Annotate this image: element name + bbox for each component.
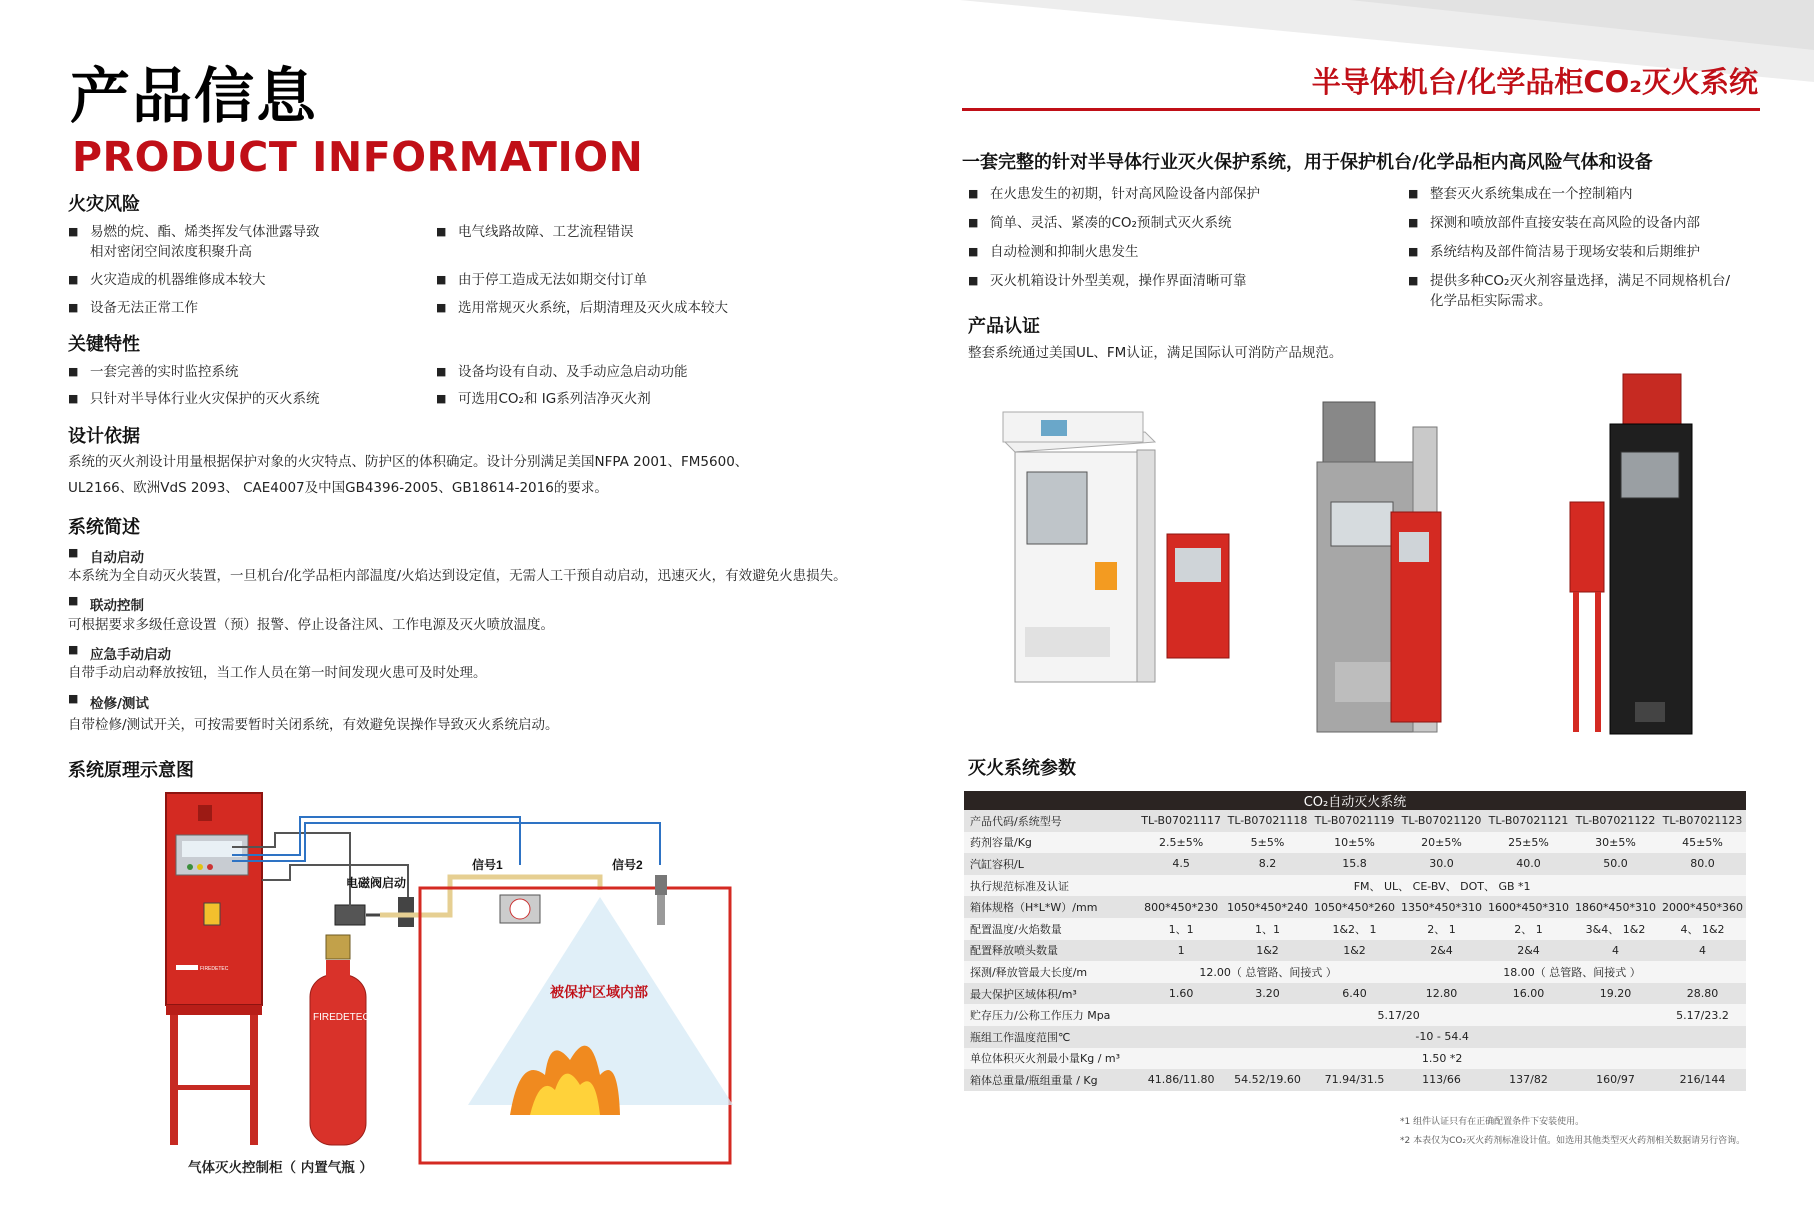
row-label: 箱体规格（H*L*W）/mm bbox=[964, 896, 1138, 918]
feature-item: ■ 探测和喷放部件直接安装在高风险的设备内部 bbox=[1408, 213, 1700, 233]
cell: 80.0 bbox=[1659, 853, 1746, 875]
key-feature-item: ■ 可选用CO₂和 IG系列洁净灭火剂 bbox=[436, 389, 651, 409]
feature-item: ■ 自动检测和抑制火患发生 bbox=[968, 242, 1139, 262]
system-title: 半导体机台/化学品柜CO₂灭火系统 bbox=[1311, 65, 1758, 99]
feature-item: ■ 系统结构及部件简洁易于现场安装和后期维护 bbox=[1408, 242, 1700, 262]
system-diagram bbox=[150, 785, 750, 1175]
fire-risk-item: ■ 易燃的烷、酯、烯类挥发气体泄露导致 相对密闭空间浓度积聚升高 bbox=[68, 222, 320, 262]
cell: 2、 1 bbox=[1398, 918, 1485, 940]
cell: 113/66 bbox=[1398, 1069, 1485, 1091]
overview-item-text: 可根据要求多级任意设置（预）报警、停止设备注风、工作电源及灭火喷放温度。 bbox=[68, 617, 554, 633]
table-row bbox=[964, 1048, 1746, 1070]
design-basis-heading: 设计依据 bbox=[68, 426, 140, 447]
diagram-heading: 系统原理示意图 bbox=[68, 760, 194, 781]
cell: 28.80 bbox=[1659, 983, 1746, 1005]
valve-label: 电磁阀启动 bbox=[346, 876, 407, 890]
signal-1-label: 信号1 bbox=[472, 858, 503, 872]
feature-item: ■ 简单、灵活、紧凑的CO₂预制式灭火系统 bbox=[968, 213, 1231, 233]
cell: 18.00（ 总管路、间接式 ） bbox=[1398, 961, 1746, 983]
cell: 16.00 bbox=[1485, 983, 1572, 1005]
table-row bbox=[964, 832, 1746, 854]
key-feature-item: ■ 一套完善的实时监控系统 bbox=[68, 362, 239, 382]
cell: 1050*450*240 bbox=[1224, 896, 1311, 918]
table-row bbox=[964, 896, 1746, 918]
row-label: 贮存压力/公称工作压力 Mpa bbox=[964, 1004, 1138, 1026]
cell: 2、 1 bbox=[1485, 918, 1572, 940]
cell: 1&2 bbox=[1311, 940, 1398, 962]
cell: 5.17/20 bbox=[1138, 1004, 1659, 1026]
cell: 1600*450*310 bbox=[1485, 896, 1572, 918]
cell: 6.40 bbox=[1311, 983, 1398, 1005]
table-row bbox=[964, 1069, 1746, 1091]
cell: -10 - 54.4 bbox=[1138, 1026, 1746, 1048]
cell: 25±5% bbox=[1485, 832, 1572, 854]
certification-text: 整套系统通过美国UL、FM认证，满足国际认可消防产品规范。 bbox=[968, 345, 1343, 361]
row-label: 产品代码/系统型号 bbox=[964, 810, 1138, 832]
parameters-table bbox=[964, 791, 1746, 1091]
cell: 15.8 bbox=[1311, 853, 1398, 875]
table-row bbox=[964, 918, 1746, 940]
table-row bbox=[964, 810, 1746, 832]
svg-text:FIREDETEC: FIREDETEC bbox=[313, 1012, 370, 1023]
system-overview-heading: 系统简述 bbox=[68, 517, 140, 538]
table-row bbox=[964, 1004, 1746, 1026]
row-label: 配置温度/火焰数量 bbox=[964, 918, 1138, 940]
row-label: 药剂容量/Kg bbox=[964, 832, 1138, 854]
page-title-en: PRODUCT INFORMATION bbox=[72, 133, 644, 181]
design-basis-text: UL2166、欧洲VdS 2093、 CAE4007及中国GB4396-2005、GB18614-2016的要求。 bbox=[68, 480, 608, 496]
table-row bbox=[964, 961, 1746, 983]
row-label: 单位体积灭火剂最小量Kg / m³ bbox=[964, 1048, 1138, 1070]
key-features-heading: 关键特性 bbox=[68, 334, 140, 355]
cell: FM、 UL、 CE-BV、 DOT、 GB *1 bbox=[1138, 875, 1746, 897]
cell: 30±5% bbox=[1572, 832, 1659, 854]
cell: 4 bbox=[1659, 940, 1746, 962]
cell: TL-B07021121 bbox=[1485, 810, 1572, 832]
cell: 1350*450*310 bbox=[1398, 896, 1485, 918]
title-underline bbox=[962, 108, 1760, 111]
cell: 1.50 *2 bbox=[1138, 1048, 1746, 1070]
key-feature-item: ■ 设备均设有自动、及手动应急启动功能 bbox=[436, 362, 688, 382]
fire-risk-item: ■ 电气线路故障、工艺流程错误 bbox=[436, 222, 634, 242]
cell: 1860*450*310 bbox=[1572, 896, 1659, 918]
brand-name: FIREDETEC bbox=[200, 966, 229, 972]
cell: 50.0 bbox=[1572, 853, 1659, 875]
cell: 45±5% bbox=[1659, 832, 1746, 854]
feature-item: ■ 提供多种CO₂灭火剂容量选择，满足不同规格机台/ 化学品柜实际需求。 bbox=[1408, 271, 1730, 311]
cell: 4、 1&2 bbox=[1659, 918, 1746, 940]
row-label: 汽缸容积/L bbox=[964, 853, 1138, 875]
protected-zone-label: 被保护区域内部 bbox=[550, 984, 648, 1000]
feature-item: ■ 整套灭火系统集成在一个控制箱内 bbox=[1408, 184, 1633, 204]
table-row bbox=[964, 875, 1746, 897]
table-row bbox=[964, 940, 1746, 962]
feature-item: ■ 在火患发生的初期，针对高风险设备内部保护 bbox=[968, 184, 1260, 204]
brand-plate bbox=[176, 965, 198, 970]
cell: 20±5% bbox=[1398, 832, 1485, 854]
table-title: CO₂自动灭火系统 bbox=[964, 791, 1746, 810]
row-label: 执行规范标准及认证 bbox=[964, 875, 1138, 897]
cell: 2&4 bbox=[1398, 940, 1485, 962]
fire-risk-item: ■ 由于停工造成无法如期交付订单 bbox=[436, 270, 647, 290]
cell: 12.00（ 总管路、间接式 ） bbox=[1138, 961, 1398, 983]
product-images bbox=[995, 372, 1760, 737]
cell: 4 bbox=[1572, 940, 1659, 962]
cell: 5.17/23.2 bbox=[1659, 1004, 1746, 1026]
row-label: 配置释放喷头数量 bbox=[964, 940, 1138, 962]
fire-risk-item: ■ 选用常规灭火系统，后期清理及灭火成本较大 bbox=[436, 298, 728, 318]
cell: 1.60 bbox=[1138, 983, 1224, 1005]
cell: 160/97 bbox=[1572, 1069, 1659, 1091]
cell: 40.0 bbox=[1485, 853, 1572, 875]
signal-2-label: 信号2 bbox=[612, 858, 643, 872]
cell: TL-B07021117 bbox=[1138, 810, 1224, 832]
overview-item-title: ■ 联动控制 bbox=[68, 594, 144, 614]
cell: 137/82 bbox=[1485, 1069, 1572, 1091]
key-feature-item: ■ 只针对半导体行业火灾保护的灭火系统 bbox=[68, 389, 320, 409]
design-basis-text: 系统的灭火剂设计用量根据保护对象的火灾特点、防护区的体积确定。设计分别满足美国NFPA 2001、FM5600、 bbox=[68, 454, 749, 470]
row-label: 箱体总重量/瓶组重量 / Kg bbox=[964, 1069, 1138, 1091]
row-label: 瓶组工作温度范围℃ bbox=[964, 1026, 1138, 1048]
overview-item-text: 自带手动启动释放按钮，当工作人员在第一时间发现火患可及时处理。 bbox=[68, 665, 487, 681]
cell: 54.52/19.60 bbox=[1224, 1069, 1311, 1091]
overview-item-title: ■ 应急手动启动 bbox=[68, 643, 171, 663]
cell: TL-B07021120 bbox=[1398, 810, 1485, 832]
cell: 1、1 bbox=[1224, 918, 1311, 940]
cell: 2&4 bbox=[1485, 940, 1572, 962]
row-label: 探测/释放管最大长度/m bbox=[964, 961, 1138, 983]
cell: 10±5% bbox=[1311, 832, 1398, 854]
cell: TL-B07021119 bbox=[1311, 810, 1398, 832]
cell: 1 bbox=[1138, 940, 1224, 962]
feature-item: ■ 灭火机箱设计外型美观，操作界面清晰可靠 bbox=[968, 271, 1247, 291]
cell: 1&2、 1 bbox=[1311, 918, 1398, 940]
cell: 2.5±5% bbox=[1138, 832, 1224, 854]
fire-risk-heading: 火灾风险 bbox=[68, 194, 140, 215]
cell: 71.94/31.5 bbox=[1311, 1069, 1398, 1091]
cell: TL-B07021122 bbox=[1572, 810, 1659, 832]
certification-heading: 产品认证 bbox=[968, 316, 1040, 337]
cell: 216/144 bbox=[1659, 1069, 1746, 1091]
cell: 41.86/11.80 bbox=[1138, 1069, 1224, 1091]
cell: 3.20 bbox=[1224, 983, 1311, 1005]
overview-item-text: 自带检修/测试开关，可按需要暂时关闭系统，有效避免误操作导致灭火系统启动。 bbox=[68, 717, 559, 733]
cell: 800*450*230 bbox=[1138, 896, 1224, 918]
cell: 2000*450*360 bbox=[1659, 896, 1746, 918]
overview-item-text: 本系统为全自动灭火装置，一旦机台/化学品柜内部温度/火焰达到设定值，无需人工干预自动启动，迅速灭火，有效避免火患损失。 bbox=[68, 568, 847, 584]
footnote: *1 组件认证只有在正确配置条件下安装使用。 bbox=[1400, 1117, 1585, 1127]
cell: 4.5 bbox=[1138, 853, 1224, 875]
lead-text: 一套完整的针对半导体行业灭火保护系统，用于保护机台/化学品柜内高风险气体和设备 bbox=[962, 152, 1653, 173]
cell: 30.0 bbox=[1398, 853, 1485, 875]
table-row bbox=[964, 983, 1746, 1005]
fire-risk-item: ■ 设备无法正常工作 bbox=[68, 298, 198, 318]
table-row bbox=[964, 1026, 1746, 1048]
cell: 1、1 bbox=[1138, 918, 1224, 940]
parameters-heading: 灭火系统参数 bbox=[968, 758, 1076, 779]
overview-item-title: ■ 检修/测试 bbox=[68, 692, 149, 712]
cell: TL-B07021118 bbox=[1224, 810, 1311, 832]
diagram-caption: 气体灭火控制柜（ 内置气瓶 ） bbox=[188, 1160, 373, 1176]
cell: 8.2 bbox=[1224, 853, 1311, 875]
cell: TL-B07021123 bbox=[1659, 810, 1746, 832]
overview-item-title: ■ 自动启动 bbox=[68, 546, 144, 566]
cell: 5±5% bbox=[1224, 832, 1311, 854]
fire-risk-item: ■ 火灾造成的机器维修成本较大 bbox=[68, 270, 266, 290]
footnote: *2 本表仅为CO₂灭火药剂标准设计值。如选用其他类型灭火药剂相关数据请另行咨询。 bbox=[1400, 1136, 1746, 1146]
cell: 1&2 bbox=[1224, 940, 1311, 962]
cell: 12.80 bbox=[1398, 983, 1485, 1005]
table-row bbox=[964, 853, 1746, 875]
cell: 3&4、 1&2 bbox=[1572, 918, 1659, 940]
page-title-cn: 产品信息 bbox=[70, 62, 318, 132]
cell: 19.20 bbox=[1572, 983, 1659, 1005]
cell: 1050*450*260 bbox=[1311, 896, 1398, 918]
row-label: 最大保护区域体积/m³ bbox=[964, 983, 1138, 1005]
